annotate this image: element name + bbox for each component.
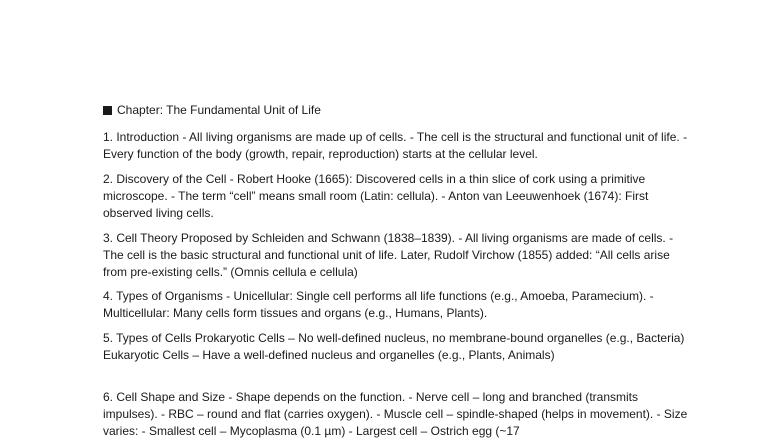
paragraph-types-of-organisms: 4. Types of Organisms - Unicellular: Single cell performs all life functions (e.g., Amoeba, Paramecium). - Multicellular: Many cells form tissues and organs (e.g., Humans, Plants). [103, 289, 654, 320]
chapter-title: Chapter: The Fundamental Unit of Life [117, 103, 321, 117]
paragraph-introduction: 1. Introduction - All living organisms are made up of cells. - The cell is the structural and functional unit of life. - Every function of the body (growth, repair, reproduction) starts at the cellular level. [103, 130, 688, 161]
paragraph-discovery-of-cell: 2. Discovery of the Cell - Robert Hooke (1665): Discovered cells in a thin slice of cork using a primitive microscope. - The term “cell” means small room (Latin: cellula). - Anton van Leeuwenhoek (1674): First observed living cells. [103, 172, 649, 220]
paragraph-cell-theory: 3. Cell Theory Proposed by Schleiden and Schwann (1838–1839). - All living organisms are made of cells. - The cell is the basic structural and functional unit of life. Later, Rudolf Virchow (1855) added: “All cells arise from pre-existing cells.” (Omnis cellula e cellula) [103, 231, 674, 279]
paragraph-types-of-cells: 5. Types of Cells Prokaryotic Cells – No well-defined nucleus, no membrane-bound organelles (e.g., Bacteria) Eukaryotic Cells – Have a well-defined nucleus and organelles (e.g., Plants, Animals) [103, 331, 685, 362]
chapter-heading [103, 102, 703, 119]
paragraph-cell-shape-and-size: 6. Cell Shape and Size - Shape depends on the function. - Nerve cell – long and branched (transmits impulses). - RBC – round and flat (carries oxygen). - Muscle cell – spindle-shaped (helps in movement). - Size varies: - Smallest cell – Mycoplasma (0.1 µm) - Largest cell – Ostrich egg (~17 [103, 390, 688, 438]
square-bullet-icon [103, 106, 112, 115]
